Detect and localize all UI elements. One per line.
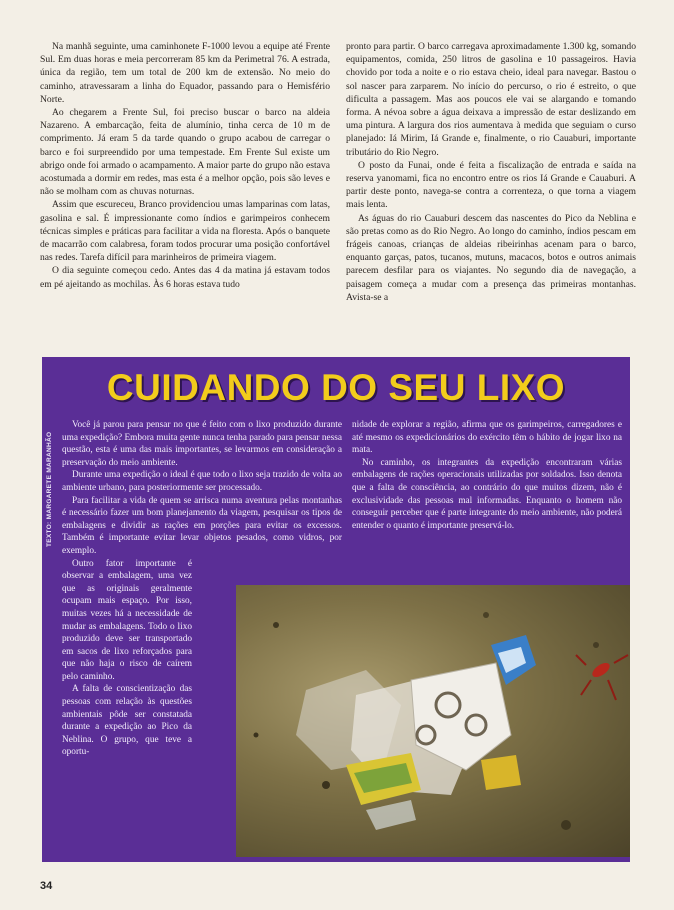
paragraph: pronto para partir. O barco carregava aproximadamente 1.300 kg, somando equipamentos, comida, 250 litros de gasolina e 10 passageiros. Havia chovido por toda a noite e o rio estava cheio, ideal para navegar. Bastou o sol nascer para zarparem. No início do percurso, o rio é estreito, o que dificulta a passagem. Mas aos poucos ele vai se alargando e tomando forma. A névoa sobre a água deixava a impressão de estar deslizando em uma pintura. A largura dos rios aumentava à medida que seguiam o curso planejado: Iá Mirim, Iá Grande e, finalmente, o rio Cauaburi, importante tributário do Rio Negro. — [346, 41, 636, 158]
paragraph: Ao chegarem a Frente Sul, foi preciso buscar o barco na aldeia Nazareno. A embarcação, feita de alumínio, tinha cerca de 10 m de comprimento. Já eram 5 da tarde quando o grupo acabou de carregar o barco e foi surpreendido por uma tempestade. Em Frente Sul existe um abrigo onde foi armado o acampamento. A maior parte do grupo não estava acostumada a dormir em redes, mas esta é a melhor opção, pois são leves e não se molham com as chuvas noturnas. — [40, 107, 330, 198]
sidebar-title: CUIDANDO DO SEU LIXO — [106, 367, 566, 408]
paragraph: Para facilitar a vida de quem se arrisca numa aventura pelas montanhas é necessário fazer um bom planejamento da viagem, pesquisar os tipos de embalagens e dividir as rações em porções para evitar os excessos. Também é importante evitar levar objetos pesados, como vidros, por exemplo. — [62, 495, 342, 556]
paragraph: O dia seguinte começou cedo. Antes das 4 da matina já estavam todos em pé ajeitando as mochilas. Às 6 horas estava tudo — [40, 265, 330, 290]
trash-photo — [236, 585, 630, 857]
discarded-packaging-icon — [236, 585, 630, 857]
paragraph: O posto da Funai, onde é feita a fiscalização de entrada e saída na reserva yanomami, fica no encontro entre os rios Iá Grande e Cauaburi. A partir deste ponto, navega-se contra a correnteza, o que torna a viagem mais lenta. — [346, 159, 636, 211]
paragraph: Na manhã seguinte, uma caminhonete F-1000 levou a equipe até Frente Sul. Em duas horas e meia percorreram 85 km da Perimetral 76. A estrada, única da região, tem um total de 200 km de extensão. No meio do caminho, atravessaram a linha do Equador, passando para o Hemisfério Norte. — [40, 41, 330, 105]
paragraph: As águas do rio Cauaburi descem das nascentes do Pico da Neblina e são pretas como as do Rio Negro. Ao longo do caminho, índios pescam em frágeis canoas, crianças de aldeias ribeirinhas acenam para o barco, enquanto garças, patos, tucanos, mutuns, macacos, botos e outros animais parecem desfilar para os viajantes. No segundo dia de navegação, a paisagem começa a mudar com a presença das primeiras montanhas. Avista-se a — [346, 212, 636, 303]
paragraph: Durante uma expedição o ideal é que todo o lixo seja trazido de volta ao ambiente urbano, para posteriormente ser processado. — [62, 470, 342, 493]
sidebar-box — [42, 357, 630, 862]
page-number: 34 — [40, 880, 53, 892]
sidebar-byline: TEXTO: MARGARETE MARANHÃO — [46, 431, 53, 547]
paragraph: Assim que escureceu, Branco providenciou umas lamparinas com latas, gasolina e sal. É impressionante como índios e garimpeiros conhecem técnicas simples e práticas para facilitar a vida na floresta. Após o banquete de macarrão com calabresa, foram todos procurar uma posição confortável nas redes. Tarefa difícil para marinheiros de primeira viagem. — [40, 199, 330, 264]
paragraph: No caminho, os integrantes da expedição encontraram várias embalagens de rações operacionais utilizadas por soldados. Isso denota que a falta de consciência, ao contrário do que muitos dizem, não é exclusividade das pessoas mal informadas. Enquanto o homem não conseguir perceber que é parte integrante do meio ambiente, não poderá entender o quanto é importante preservá-lo. — [352, 457, 622, 531]
paragraph: Outro fator importante é observar a embalagem, uma vez que as originais geralmente ocupam mais espaço. Por isso, muitas vezes há a necessidade de mudar as embalagens. Todo o lixo produzido deve ser transportado em sacos de lixo reforçados para que não haja o risco de caírem pelo caminho. — [62, 558, 192, 682]
article-column-2 — [346, 40, 636, 304]
paragraph: Você já parou para pensar no que é feito com o lixo produzido durante uma expedição? Embora muita gente nunca tenha parado para pensar nessa questão, esta é uma das mais importantes, se levarmos em consideração a preservação do meio ambiente. — [62, 420, 342, 468]
article-column-1 — [40, 40, 330, 291]
paragraph: A falta de conscientização das pessoas com relação às questões ambientais pôde ser constatada durante a expedição ao Pico da Neblina. O grupo, que teve a oportu- — [62, 684, 192, 758]
paragraph: nidade de explorar a região, afirma que os garimpeiros, carregadores e até mesmo os expedicionários do exército têm o hábito de jogar lixo na mata. — [352, 420, 622, 456]
sidebar-column-2 — [352, 419, 622, 532]
